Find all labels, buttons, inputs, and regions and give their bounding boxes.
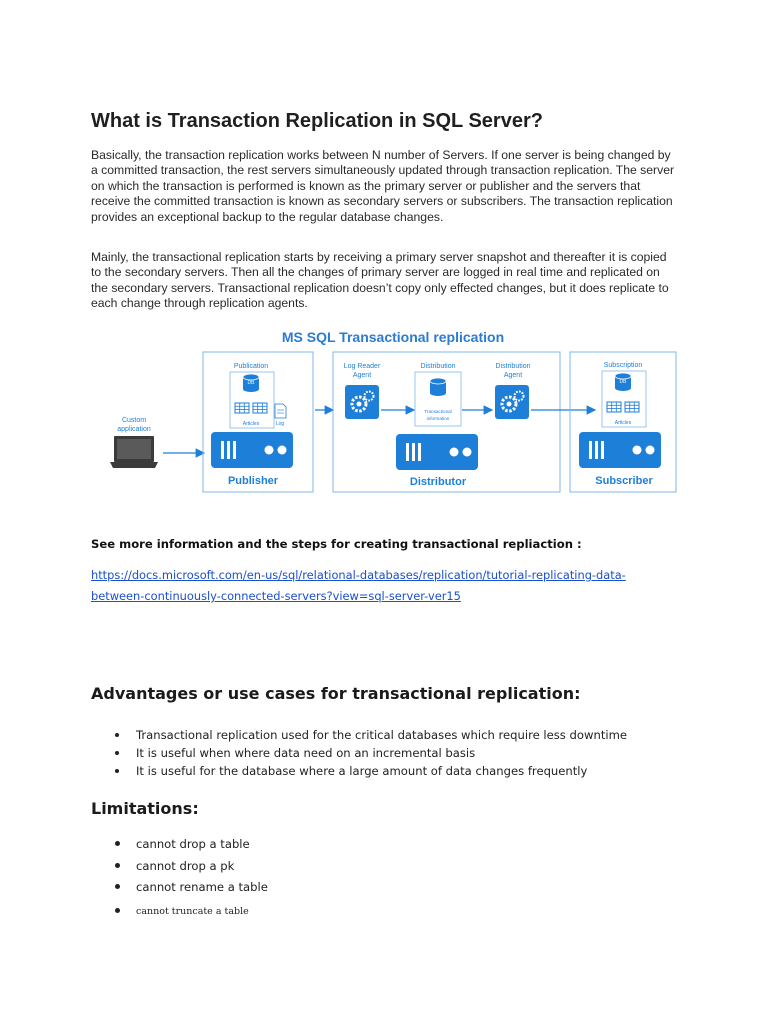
transactional-info-label-2: information bbox=[426, 416, 450, 421]
custom-application-label-2: application bbox=[117, 426, 151, 433]
db-label: DB bbox=[247, 380, 255, 386]
advantages-heading: Advantages or use cases for transactional replication: bbox=[91, 684, 581, 703]
subscription-table-icon bbox=[607, 402, 621, 412]
log-icon bbox=[275, 404, 286, 418]
list-item: cannot rename a table bbox=[115, 877, 268, 899]
docs-link-line-2[interactable]: between-continuously-connected-servers?view=sql-server-ver15 bbox=[91, 589, 461, 603]
limitations-heading: Limitations: bbox=[91, 799, 199, 818]
subscription-table-icon bbox=[625, 402, 639, 412]
distribution-agent-label-2: Agent bbox=[503, 372, 523, 379]
laptop-icon bbox=[110, 436, 158, 468]
list-item: cannot drop a pk bbox=[115, 856, 268, 878]
diagram-title: MS SQL Transactional replication bbox=[281, 329, 505, 345]
distribution-agent-label-1: Distribution bbox=[495, 363, 531, 370]
distribution-database-icon bbox=[430, 378, 446, 396]
docs-link-line-1[interactable]: https://docs.microsoft.com/en-us/sql/relational-databases/replication/tutorial-replicating-data- bbox=[91, 568, 626, 582]
table-icon bbox=[235, 403, 249, 413]
distribution-label: Distribution bbox=[420, 363, 456, 370]
subscription-db-label: DB bbox=[619, 379, 627, 385]
publisher-server-icon bbox=[211, 432, 293, 468]
log-reader-gear-icon bbox=[345, 385, 379, 419]
log-reader-agent-label-1: Log Reader bbox=[343, 363, 381, 370]
articles-label: Articles bbox=[242, 421, 260, 427]
advantages-list bbox=[115, 726, 627, 780]
publication-label: Publication bbox=[233, 363, 269, 370]
table-icon bbox=[253, 403, 267, 413]
distribution-agent-gear-icon bbox=[495, 385, 529, 419]
list-item: cannot drop a table bbox=[115, 834, 268, 856]
subscriber-server-icon bbox=[579, 432, 661, 468]
see-more-text: See more information and the steps for creating transactional repliaction : bbox=[91, 537, 582, 551]
page-title: What is Transaction Replication in SQL Server? bbox=[91, 110, 543, 132]
transactional-info-label-1: Transactional bbox=[424, 409, 452, 414]
list-item: It is useful when where data need on an incremental basis bbox=[115, 744, 627, 762]
list-item: It is useful for the database where a large amount of data changes frequently bbox=[115, 762, 627, 780]
distributor-label: Distributor bbox=[409, 476, 467, 488]
docs-link[interactable] bbox=[91, 565, 691, 607]
log-reader-agent-label-2: Agent bbox=[352, 372, 372, 379]
subscription-articles-label: Articles bbox=[614, 420, 632, 426]
subscription-label: Subscription bbox=[603, 362, 643, 369]
replication-diagram bbox=[108, 326, 678, 496]
subscriber-label: Subscriber bbox=[595, 475, 653, 487]
custom-application-label-1: Custom bbox=[121, 417, 147, 424]
publisher-label: Publisher bbox=[227, 475, 279, 487]
distributor-server-icon bbox=[396, 434, 478, 470]
log-label: Log bbox=[275, 421, 285, 427]
list-item: Transactional replication used for the critical databases which require less downtime bbox=[115, 726, 627, 744]
intro-paragraph: Basically, the transaction replication works between N number of Servers. If one server is being changed by a committed transaction, the rest servers simultaneously updated through transaction replication. The server on which the transaction is performed is known as the primary server or publisher and the servers that receive the committed transaction is known as secondary servers or subscribers. The transaction replication provides an exceptional backup to the regular database changes. bbox=[91, 148, 675, 224]
limitations-list bbox=[115, 834, 268, 922]
details-paragraph: Mainly, the transactional replication starts by receiving a primary server snapshot and thereafter it is copied to the secondary servers. Then all the changes of primary server are logged in real time and replicated on the secondary servers. Transactional replication doesn’t copy only effected changes, but it does replicate to each change through replication agents. bbox=[91, 250, 669, 311]
list-item: cannot truncate a table bbox=[115, 901, 268, 923]
